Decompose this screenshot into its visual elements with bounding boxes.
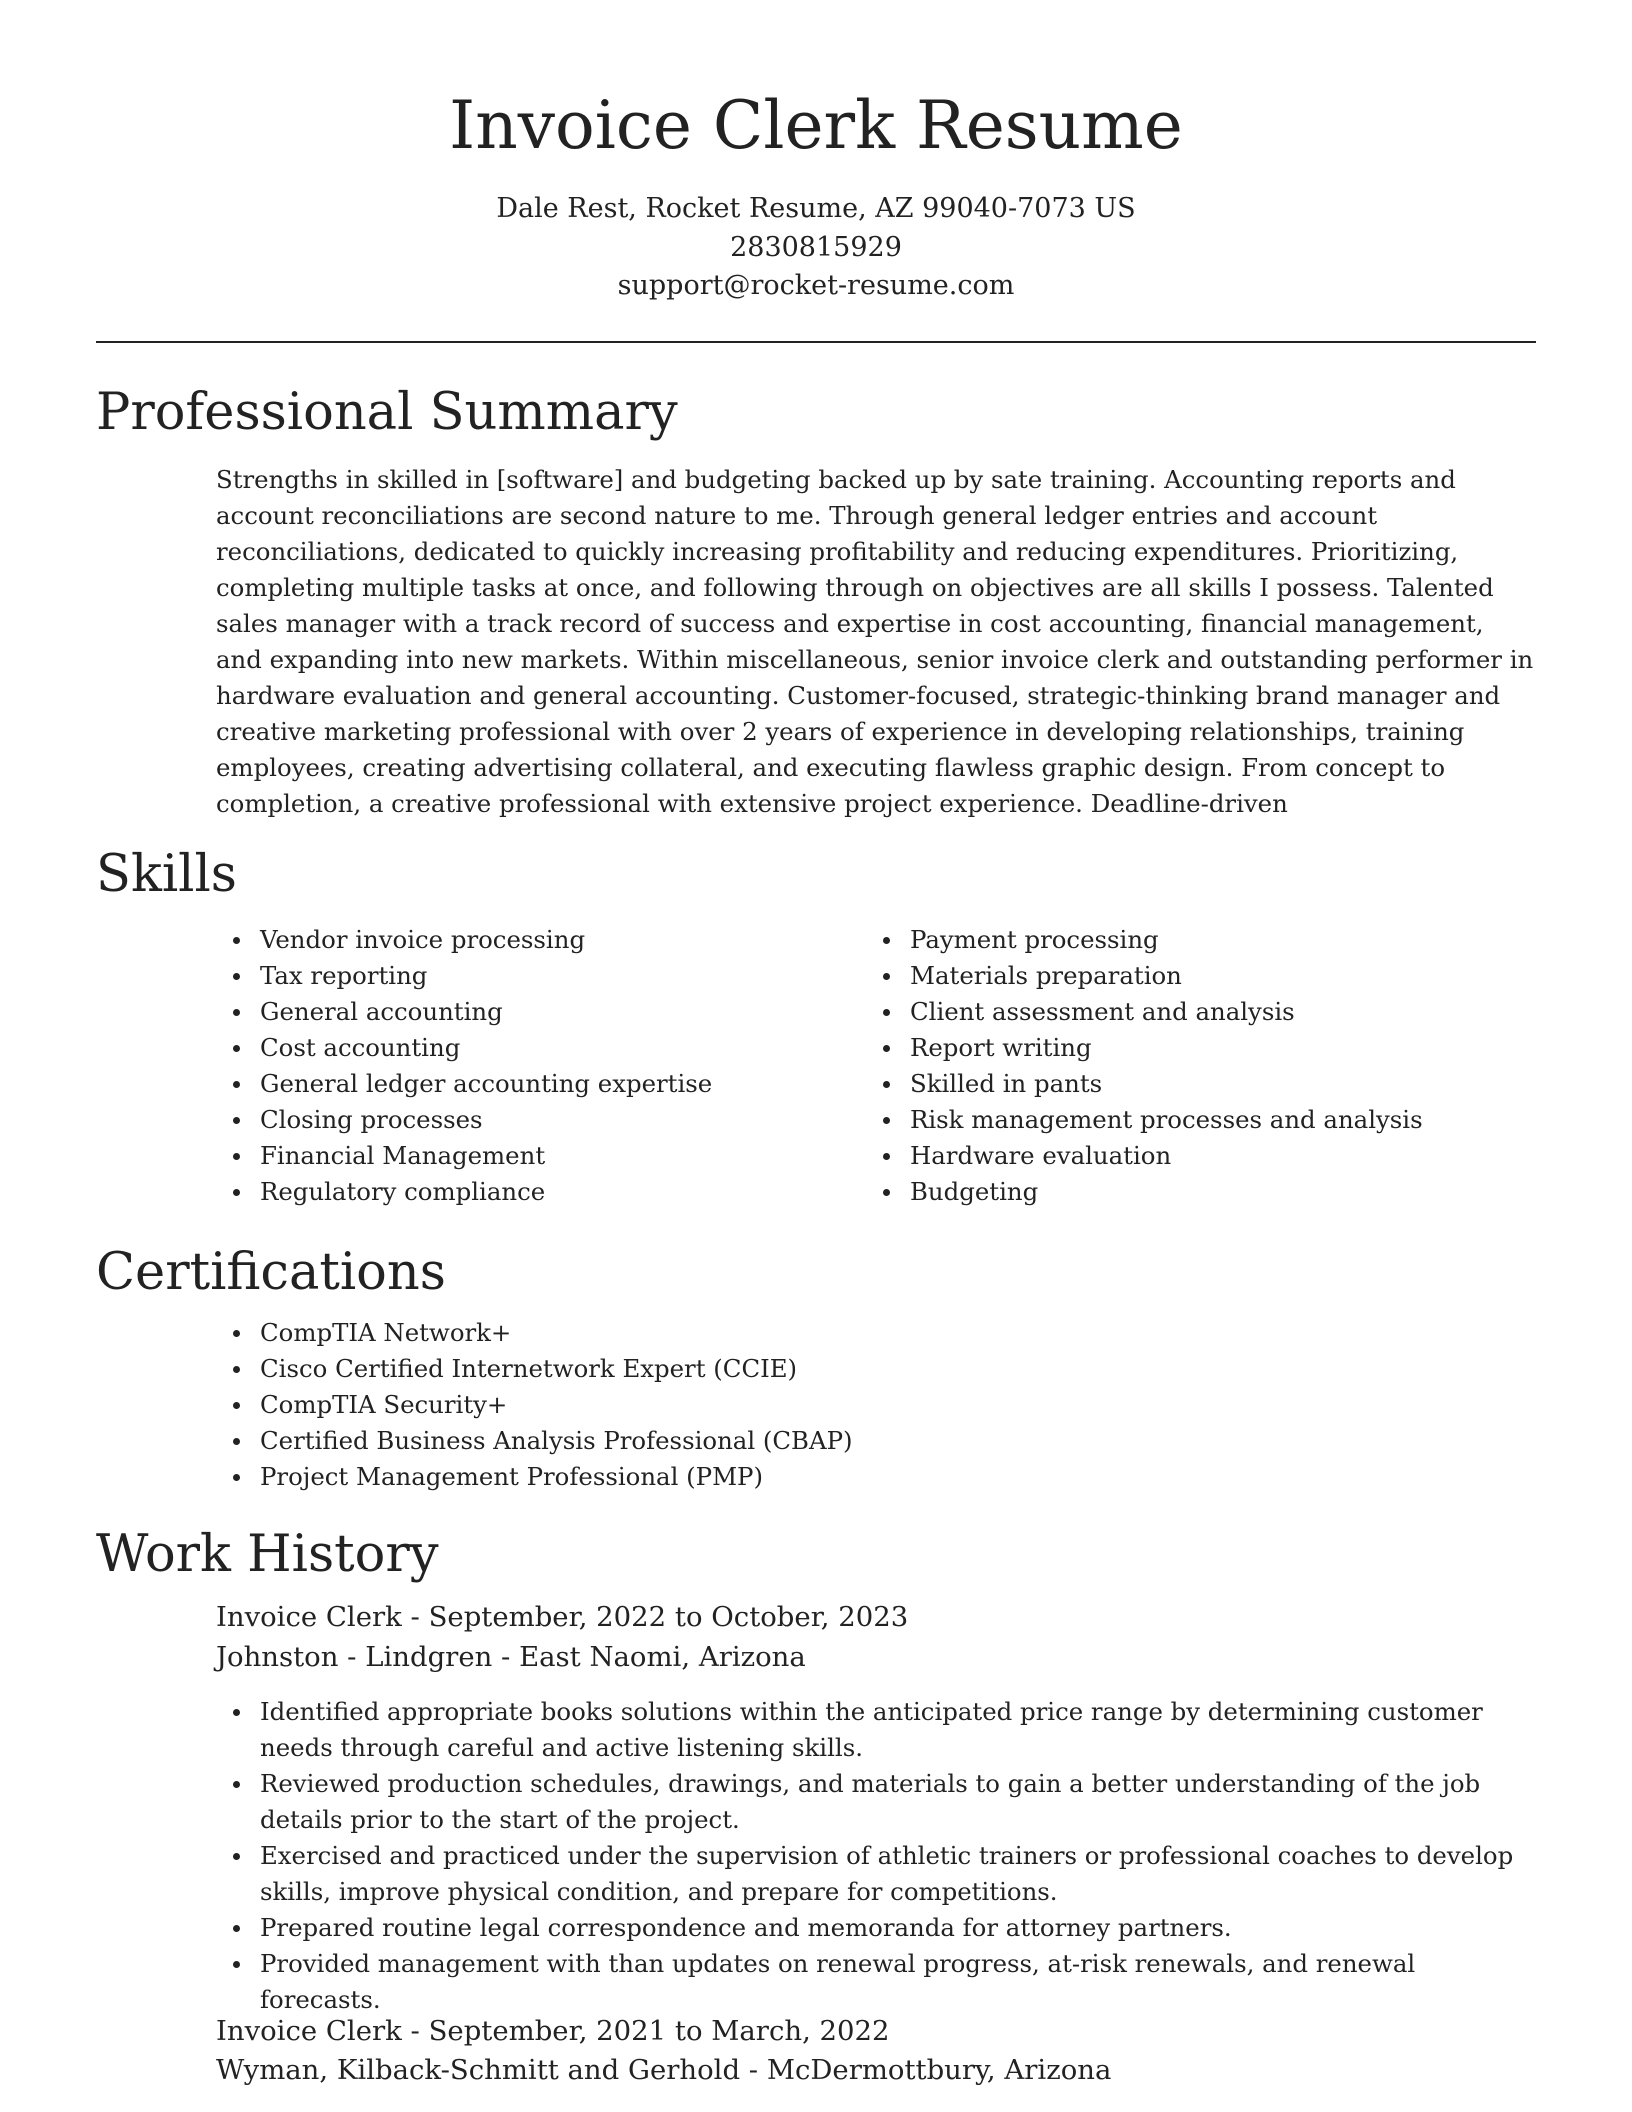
list-item: Certified Business Analysis Professional (CBAP)	[216, 1423, 1536, 1459]
list-item: Tax reporting	[216, 958, 856, 994]
list-item: CompTIA Network+	[216, 1315, 1536, 1351]
job-title-line: Invoice Clerk - September, 2022 to October, 2023	[216, 1601, 909, 1633]
header-divider	[96, 341, 1536, 343]
job-title-line: Invoice Clerk - September, 2021 to March, 2022	[216, 2015, 890, 2047]
list-item: Materials preparation	[866, 958, 1536, 994]
job-company-line: Johnston - Lindgren - East Naomi, Arizona	[216, 1641, 806, 1673]
list-item: Risk management processes and analysis	[866, 1102, 1536, 1138]
work-history-heading: Work History	[96, 1525, 439, 1584]
contact-phone: 2830815929	[730, 232, 902, 263]
list-item: Regulatory compliance	[216, 1174, 856, 1210]
certifications-list	[216, 1315, 1536, 1495]
skills-list-right	[866, 922, 1536, 1210]
list-item: Identified appropriate books solutions within the anticipated price range by determining customer needs through careful and active listening skills.	[216, 1694, 1536, 1766]
job-duties-list	[216, 1694, 1536, 2018]
summary-heading: Professional Summary	[96, 383, 678, 442]
contact-email: support@rocket-resume.com	[617, 270, 1015, 301]
list-item: Skilled in pants	[866, 1066, 1536, 1102]
list-item: Budgeting	[866, 1174, 1536, 1210]
list-item: Financial Management	[216, 1138, 856, 1174]
list-item: CompTIA Security+	[216, 1387, 1536, 1423]
contact-address: Dale Rest, Rocket Resume, AZ 99040-7073 US	[496, 193, 1136, 224]
list-item: Provided management with than updates on renewal progress, at-risk renewals, and renewal forecasts.	[216, 1946, 1536, 2018]
list-item: Reviewed production schedules, drawings, and materials to gain a better understanding of the job details prior to the start of the project.	[216, 1766, 1536, 1838]
list-item: Exercised and practiced under the supervision of athletic trainers or professional coaches to develop skills, improve physical condition, and prepare for competitions.	[216, 1838, 1536, 1910]
list-item: Vendor invoice processing	[216, 922, 856, 958]
list-item: Closing processes	[216, 1102, 856, 1138]
job-company-line: Wyman, Kilback-Schmitt and Gerhold - McDermottbury, Arizona	[216, 2054, 1112, 2086]
summary-text: Strengths in skilled in [software] and budgeting backed up by sate training. Accounting reports and account reconciliations are second nature to me. Through general ledger entries and account reconciliations, dedicated to quickly increasing profitability and reducing expenditures. Prioritizing, completing multiple tasks at once, and following through on objectives are all skills I possess. Talented sales manager with a track record of success and expertise in cost accounting, financial management, and expanding into new markets. Within miscellaneous, senior invoice clerk and outstanding performer in hardware evaluation and general accounting. Customer-focused, strategic-thinking brand manager and creative marketing professional with over 2 years of experience in developing relationships, training employees, creating advertising collateral, and executing flawless graphic design. From concept to completion, a creative professional with extensive project experience. Deadline-driven	[216, 465, 1534, 818]
list-item: Cost accounting	[216, 1030, 856, 1066]
list-item: General accounting	[216, 994, 856, 1030]
list-item: Report writing	[866, 1030, 1536, 1066]
list-item: Prepared routine legal correspondence and memoranda for attorney partners.	[216, 1910, 1536, 1946]
resume-title: Invoice Clerk Resume	[449, 87, 1183, 164]
list-item: Project Management Professional (PMP)	[216, 1459, 1536, 1495]
list-item: Payment processing	[866, 922, 1536, 958]
list-item: General ledger accounting expertise	[216, 1066, 856, 1102]
list-item: Client assessment and analysis	[866, 994, 1536, 1030]
list-item: Hardware evaluation	[866, 1138, 1536, 1174]
skills-heading: Skills	[96, 845, 237, 904]
certifications-heading: Certifications	[96, 1243, 446, 1302]
skills-list-left	[216, 922, 856, 1210]
list-item: Cisco Certified Internetwork Expert (CCIE)	[216, 1351, 1536, 1387]
